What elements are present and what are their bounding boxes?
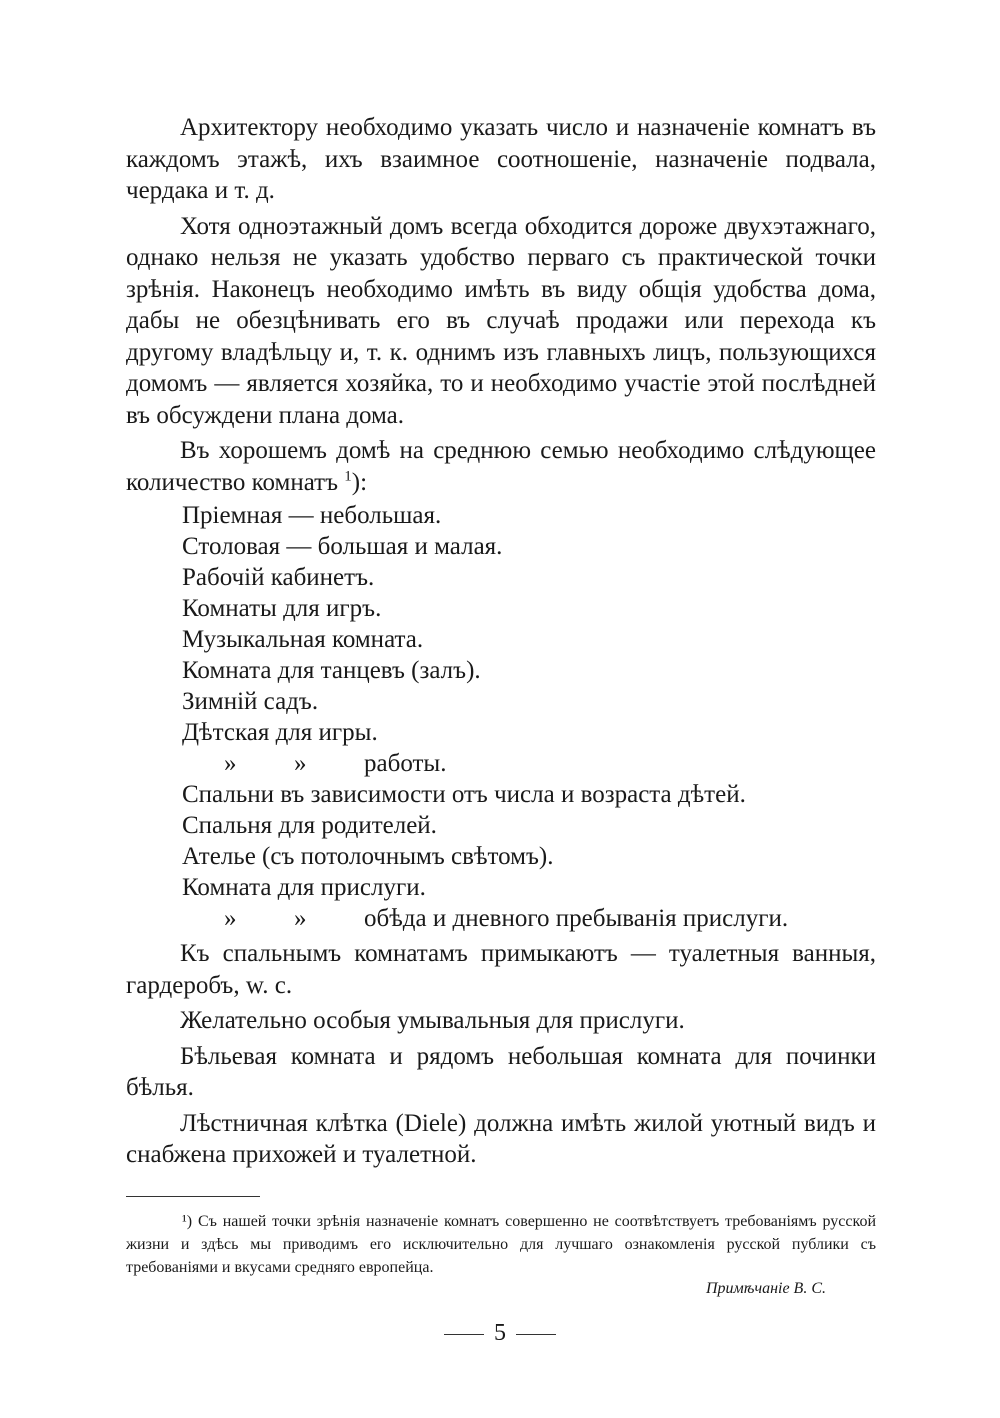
list-item-ditto bbox=[182, 903, 876, 934]
page-number-value: 5 bbox=[494, 1320, 506, 1346]
list-item: Комната для танцевъ (залъ). bbox=[182, 657, 481, 684]
paragraph-2: Хотя одноэтажный домъ всегда обходится дороже двухэтажнаго, однако нельзя не указать удобство перваго съ практической точки зрѣнiя. Наконецъ необходимо имѣть въ виду общiя удобства дома, дабы не обезцѣнивать его въ случаѣ продажи или перехода къ другому владѣльцу и, т. к. однимъ изъ главныхъ лицъ, пользующихся домомъ — является хозяйка, то и необходимо участie этой послѣдней въ обсуждени плана дома. bbox=[126, 212, 876, 429]
list-item: Спальни въ зависимости отъ числа и возраста дѣтей. bbox=[182, 781, 746, 808]
footnote-reference[interactable]: 1 bbox=[344, 468, 352, 485]
paragraph-3-end: ): bbox=[351, 468, 368, 496]
ditto-mark: » bbox=[294, 905, 307, 932]
page-body bbox=[126, 112, 876, 1171]
list-item-text: работы. bbox=[364, 750, 447, 777]
list-item: Ателье (съ потолочнымъ свѣтомъ). bbox=[182, 843, 554, 870]
list-item-text: обѣда и дневного пребыванiя прислуги. bbox=[364, 905, 789, 932]
list-item: Комната для прислуги. bbox=[182, 874, 426, 901]
paragraph-3-text: Въ хорошемъ домѣ на среднюю семью необходимо слѣдующее количество комнатъ bbox=[126, 437, 876, 496]
paragraph-3 bbox=[126, 435, 876, 498]
footnote-marker: ¹) bbox=[182, 1213, 193, 1230]
footnote-divider bbox=[126, 1196, 260, 1197]
paragraph-5: Желательно особыя умывальныя для прислуги. bbox=[180, 1007, 685, 1034]
list-item: Спальня для родителей. bbox=[182, 812, 437, 839]
footnote bbox=[126, 1210, 876, 1279]
ditto-mark: » bbox=[224, 750, 237, 777]
list-item: Музыкальная комната. bbox=[182, 626, 424, 653]
list-item: Рабочiй кабинетъ. bbox=[182, 564, 375, 591]
paragraph-4: Къ спальнымъ комнатамъ примыкаютъ — туалетныя ванныя, гардеробъ, w. c. bbox=[126, 940, 876, 999]
list-item: Зимнiй садъ. bbox=[182, 688, 319, 715]
footnote-text: Съ нашей точки зрѣнiя назначенie комнатъ совершенно не соотвѣтствуетъ требованiямъ русской жизни и здѣсь мы приводимъ его исключительно для лучшаго ознакомленiя русской публики съ требованiями и вкусами средняго европейца. bbox=[126, 1213, 877, 1276]
page-number-dash-left bbox=[444, 1334, 484, 1335]
ditto-mark: » bbox=[224, 905, 237, 932]
room-list bbox=[126, 500, 876, 934]
page-number-dash-right bbox=[516, 1334, 556, 1335]
list-item-ditto bbox=[182, 748, 876, 779]
list-item: Столовая — большая и малая. bbox=[182, 533, 503, 560]
paragraph-6: Бѣльевая комната и рядомъ небольшая комната для починки бѣлья. bbox=[126, 1042, 876, 1101]
list-item: Комнаты для игръ. bbox=[182, 595, 382, 622]
page-number bbox=[0, 1318, 1000, 1348]
ditto-mark: » bbox=[294, 750, 307, 777]
footnote-signature: Примѣчанie В. С. bbox=[706, 1280, 826, 1297]
paragraph-1: Архитектору необходимо указать число и назначенie комнатъ въ каждомъ этажѣ, ихъ взаимное соотношенie, назначенie подвала, чердака и т. д. bbox=[126, 114, 876, 204]
list-item: Прiемная — небольшая. bbox=[182, 502, 442, 529]
list-item: Дѣтская для игры. bbox=[182, 719, 378, 746]
paragraph-7: Лѣстничная клѣтка (Diele) должна имѣть жилой уютный видъ и снабжена прихожей и туалетной. bbox=[126, 1109, 876, 1168]
